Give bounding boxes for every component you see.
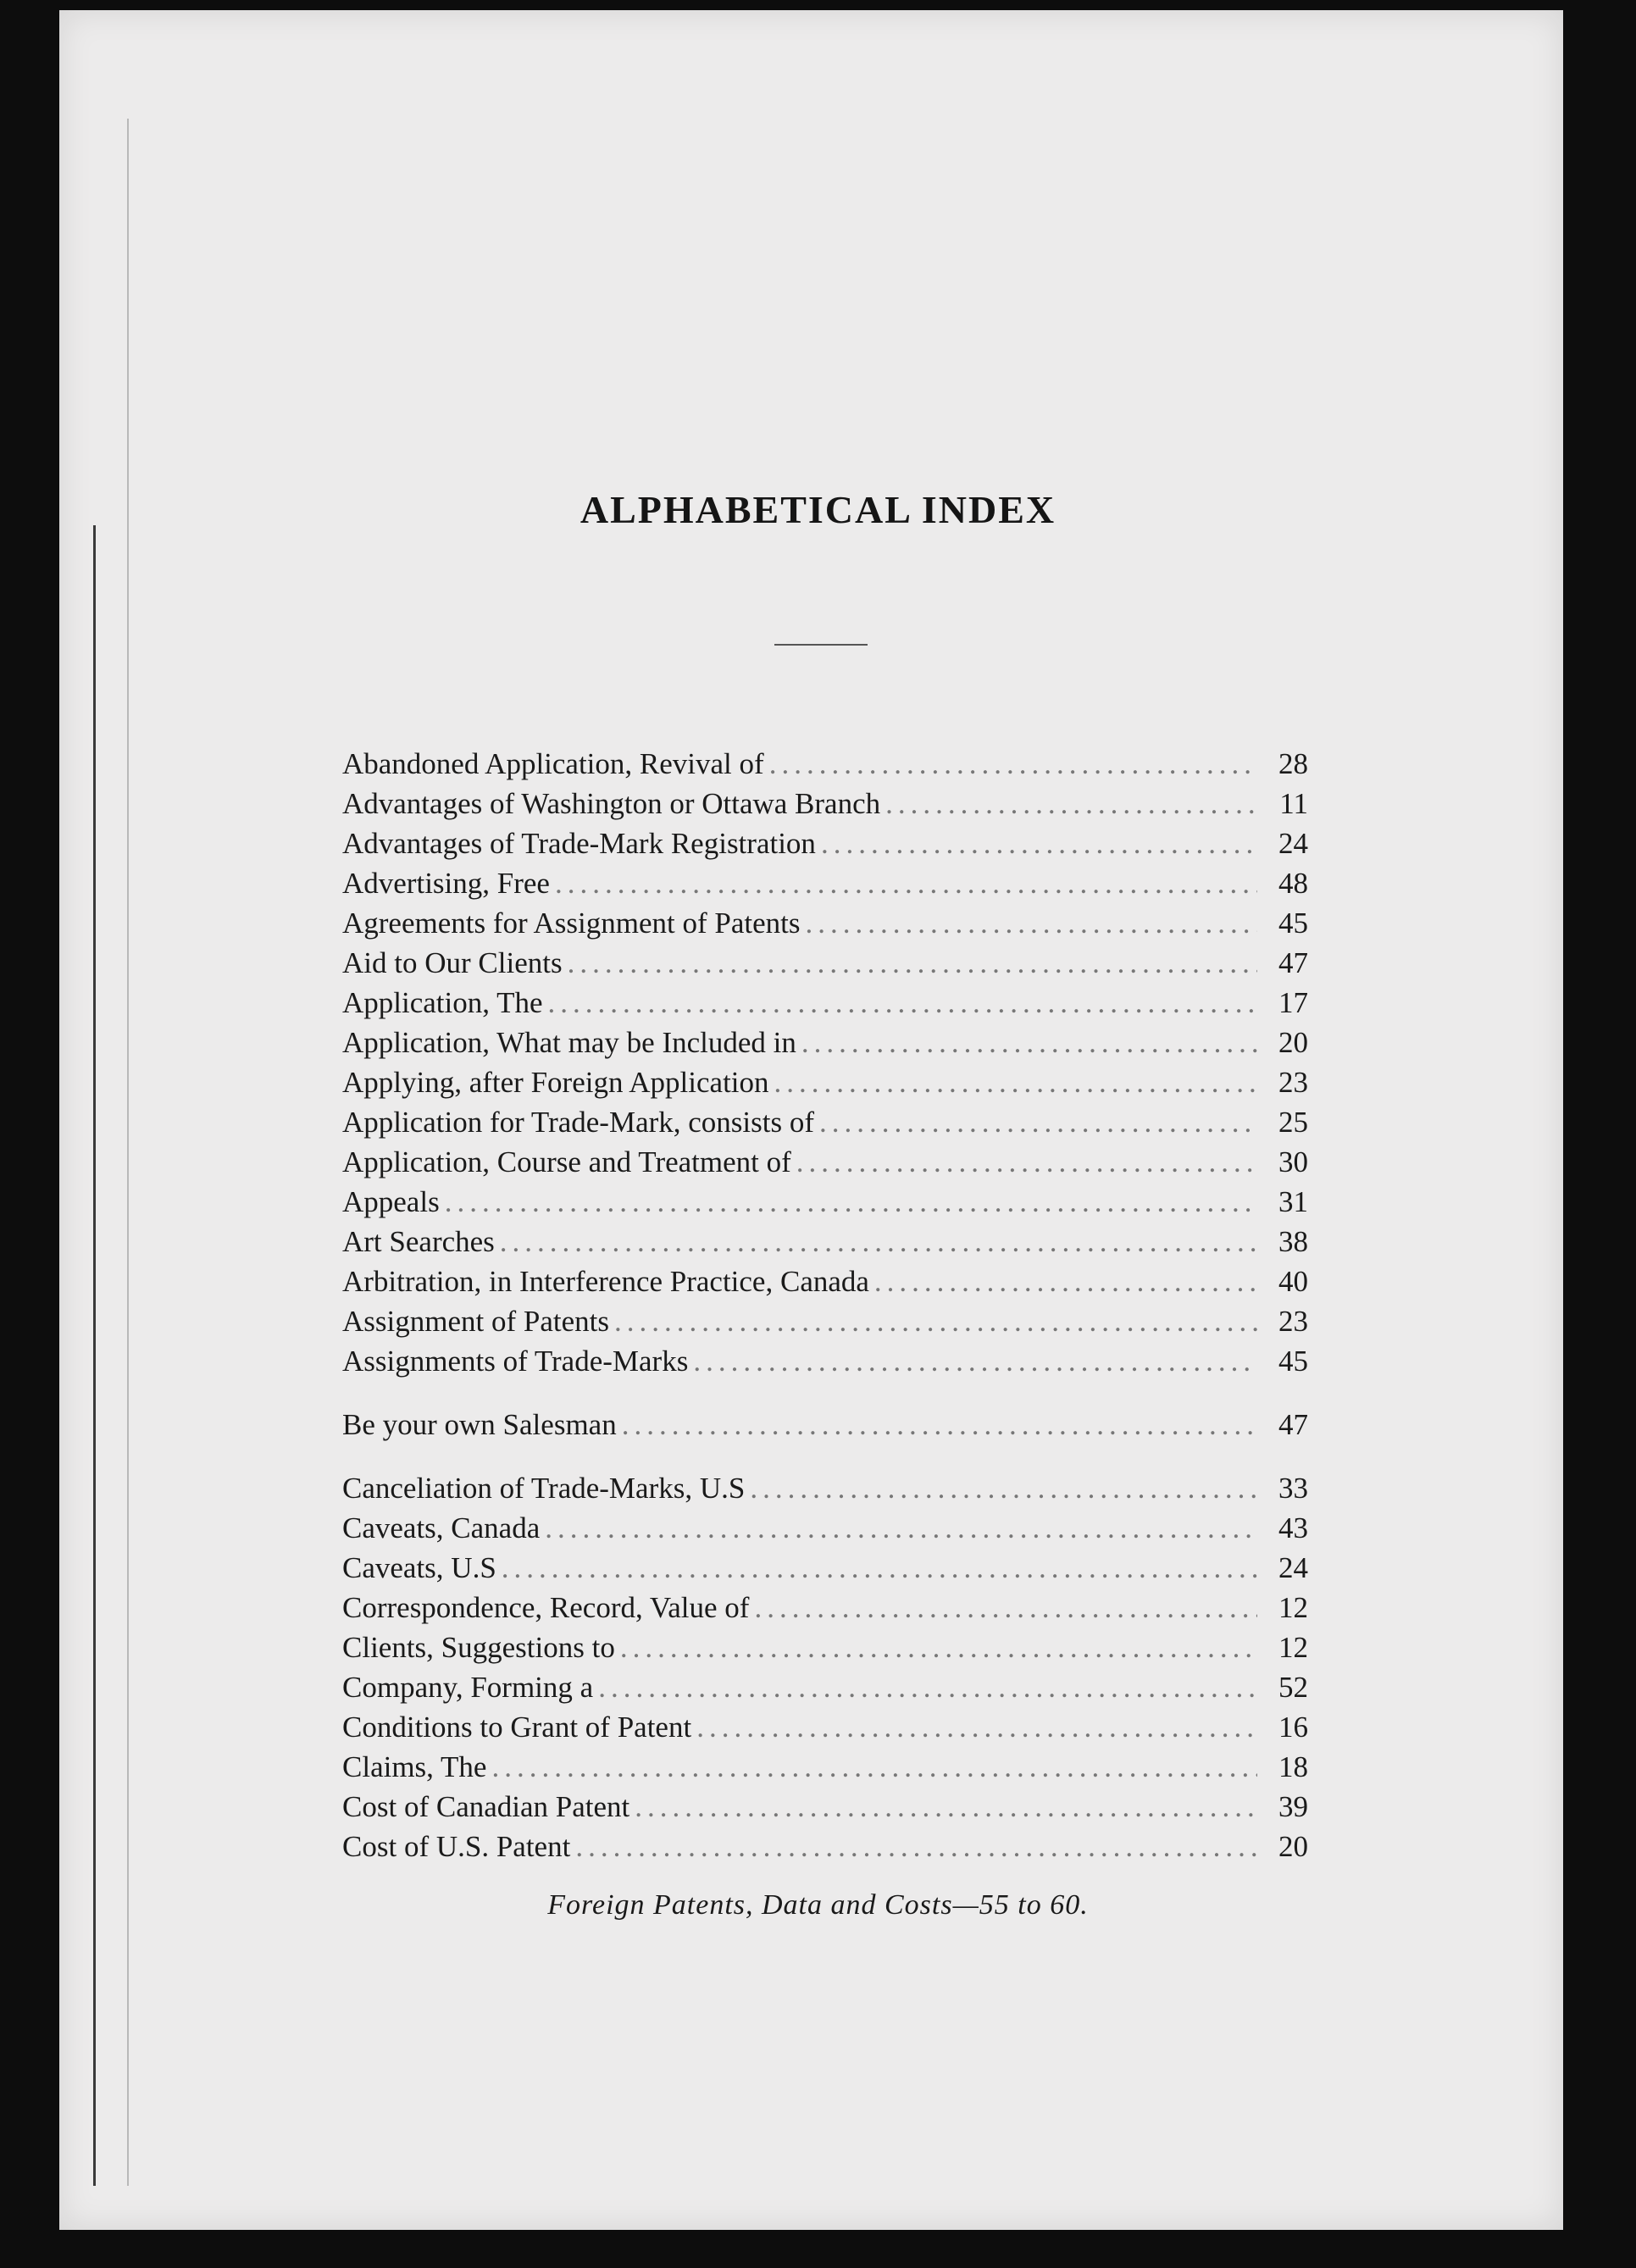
index-entry: [342, 863, 1308, 903]
entry-title: Clients, Suggestions to: [342, 1631, 615, 1664]
entry-page-number: 20: [1278, 1026, 1308, 1059]
entry-title: Assignment of Patents: [342, 1305, 609, 1338]
index-entry: [342, 784, 1308, 823]
dot-leader: [575, 1827, 1257, 1866]
entry-title: Caveats, U.S: [342, 1551, 496, 1584]
dot-leader: [774, 1062, 1257, 1102]
dot-leader: [500, 1222, 1257, 1262]
entry-title: Company, Forming a: [342, 1671, 594, 1704]
dot-leader: [491, 1747, 1257, 1787]
entry-title: Be your own Salesman: [342, 1408, 617, 1441]
entry-page-number: 23: [1278, 1305, 1308, 1338]
dot-leader: [502, 1548, 1257, 1588]
entry-title: Application, Course and Treatment of: [342, 1145, 791, 1178]
index-entry: [342, 1062, 1308, 1102]
index-entry: [342, 1707, 1308, 1747]
index-entry: [342, 943, 1308, 983]
entry-page-number: 16: [1278, 1711, 1308, 1744]
dot-leader: [693, 1341, 1257, 1381]
entry-title: Arbitration, in Interference Practice, Canada: [342, 1265, 869, 1298]
dot-leader: [769, 744, 1257, 784]
entry-title: Cost of U.S. Patent: [342, 1830, 571, 1863]
entry-title: Application, The: [342, 986, 543, 1019]
entry-title: Abandoned Application, Revival of: [342, 747, 764, 780]
index-entry: [342, 903, 1308, 943]
dot-leader: [874, 1262, 1257, 1301]
index-entry: [342, 744, 1308, 784]
index-entry: [342, 1182, 1308, 1222]
index-entry: [342, 1341, 1308, 1381]
footer-note: Foreign Patents, Data and Costs—55 to 60.: [547, 1889, 1089, 1921]
entry-page-number: 38: [1278, 1225, 1308, 1258]
index-entry: [342, 1787, 1308, 1827]
entry-title: Agreements for Assignment of Patents: [342, 907, 801, 940]
entry-page-number: 20: [1278, 1830, 1308, 1863]
entry-page-number: 12: [1278, 1591, 1308, 1624]
entry-title: Claims, The: [342, 1750, 487, 1783]
page-title: ALPHABETICAL INDEX: [580, 488, 1056, 531]
entry-title: Application, What may be Included in: [342, 1026, 796, 1059]
index-entry: [342, 1548, 1308, 1588]
dot-leader: [801, 1023, 1257, 1062]
entry-page-number: 18: [1278, 1750, 1308, 1783]
entry-page-number: 31: [1278, 1185, 1308, 1218]
entry-title: Assignments of Trade-Marks: [342, 1345, 689, 1378]
dot-leader: [750, 1468, 1257, 1508]
index-entry: [342, 1102, 1308, 1142]
entry-page-number: 12: [1278, 1631, 1308, 1664]
index-entry: [342, 1468, 1308, 1508]
entry-page-number: 11: [1279, 787, 1308, 820]
index-entry: [342, 1747, 1308, 1787]
index-entry: [342, 1262, 1308, 1301]
entry-page-number: 24: [1278, 827, 1308, 860]
index-entry: [342, 1222, 1308, 1262]
entry-page-number: 24: [1278, 1551, 1308, 1584]
entry-page-number: 39: [1278, 1790, 1308, 1823]
index-group: [342, 1405, 1308, 1445]
index-group: [342, 744, 1308, 1381]
dot-leader: [620, 1628, 1257, 1667]
dot-leader: [598, 1667, 1257, 1707]
entry-title: Canceliation of Trade-Marks, U.S: [342, 1472, 746, 1505]
dot-leader: [548, 983, 1257, 1023]
index-entry: [342, 1827, 1308, 1866]
entry-title: Application for Trade-Mark, consists of: [342, 1106, 815, 1139]
dot-leader: [796, 1142, 1257, 1182]
entry-page-number: 45: [1278, 907, 1308, 940]
entry-title: Advantages of Trade-Mark Registration: [342, 827, 816, 860]
index-entry: [342, 1301, 1308, 1341]
index-entry: [342, 1023, 1308, 1062]
dot-leader: [696, 1707, 1257, 1747]
entry-page-number: 17: [1278, 986, 1308, 1019]
dot-leader: [614, 1301, 1257, 1341]
entry-page-number: 47: [1278, 1408, 1308, 1441]
entry-title: Conditions to Grant of Patent: [342, 1711, 692, 1744]
entry-page-number: 23: [1278, 1066, 1308, 1099]
entry-title: Advantages of Washington or Ottawa Branch: [342, 787, 881, 820]
index-entry: [342, 983, 1308, 1023]
index-entry: [342, 1142, 1308, 1182]
index-entry: [342, 1667, 1308, 1707]
entry-page-number: 25: [1278, 1106, 1308, 1139]
entry-page-number: 30: [1278, 1145, 1308, 1178]
entry-title: Aid to Our Clients: [342, 946, 563, 979]
dot-leader: [445, 1182, 1257, 1222]
index-entry: [342, 1628, 1308, 1667]
entry-title: Appeals: [342, 1185, 440, 1218]
index-entry: [342, 823, 1308, 863]
index-entry: [342, 1588, 1308, 1628]
dot-leader: [545, 1508, 1257, 1548]
dot-leader: [568, 943, 1257, 983]
entry-page-number: 33: [1278, 1472, 1308, 1505]
index-group: [342, 1468, 1308, 1866]
entry-title: Advertising, Free: [342, 867, 550, 900]
entry-page-number: 28: [1278, 747, 1308, 780]
entry-page-number: 52: [1278, 1671, 1308, 1704]
entry-page-number: 40: [1278, 1265, 1308, 1298]
entry-page-number: 48: [1278, 867, 1308, 900]
dot-leader: [805, 903, 1257, 943]
entry-title: Art Searches: [342, 1225, 495, 1258]
index-list: [342, 744, 1308, 1890]
page-edge-rule: [93, 525, 96, 2186]
title-divider: [774, 644, 868, 646]
dot-leader: [885, 784, 1257, 823]
entry-title: Applying, after Foreign Application: [342, 1066, 769, 1099]
dot-leader: [754, 1588, 1257, 1628]
dot-leader: [555, 863, 1257, 903]
entry-page-number: 47: [1278, 946, 1308, 979]
entry-title: Caveats, Canada: [342, 1511, 541, 1544]
index-entry: [342, 1508, 1308, 1548]
entry-page-number: 45: [1278, 1345, 1308, 1378]
dot-leader: [635, 1787, 1257, 1827]
page-fold-line: [127, 119, 129, 2186]
entry-title: Cost of Canadian Patent: [342, 1790, 630, 1823]
entry-page-number: 43: [1278, 1511, 1308, 1544]
dot-leader: [819, 1102, 1257, 1142]
dot-leader: [821, 823, 1257, 863]
entry-title: Correspondence, Record, Value of: [342, 1591, 750, 1624]
dot-leader: [622, 1405, 1257, 1445]
index-entry: [342, 1405, 1308, 1445]
